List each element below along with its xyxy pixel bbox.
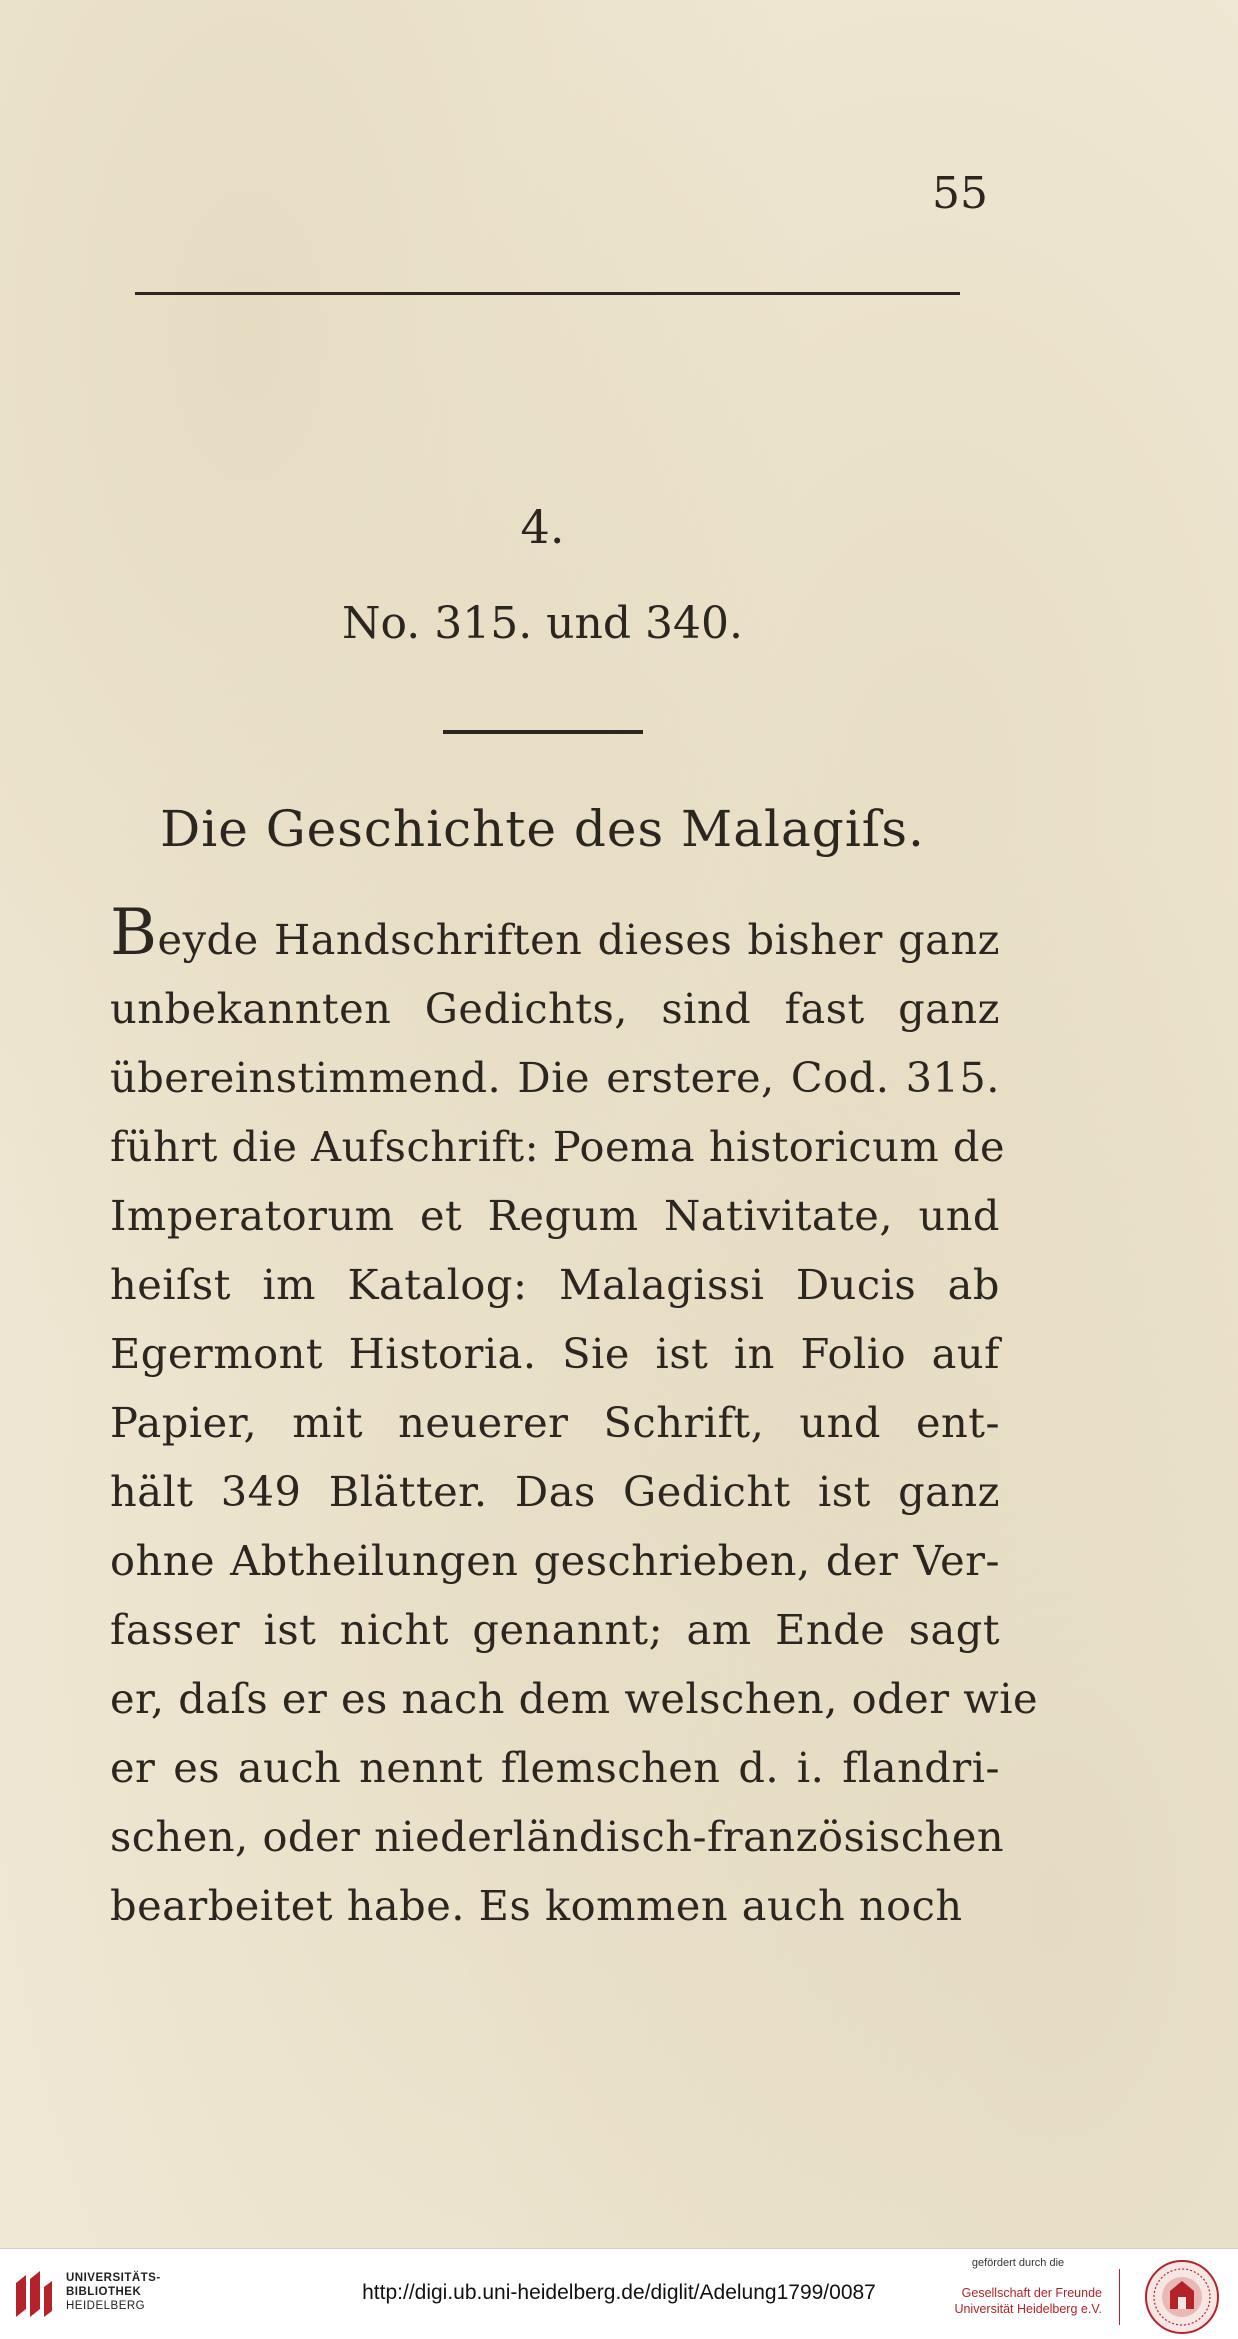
permalink-url[interactable]: http://digi.ub.uni-heidelberg.de/diglit/Adelung1799/0087 [362,2281,876,2304]
sponsor-label: gefördert durch die [971,2257,1065,2269]
body-line: Beyde Handschriften dieses bisher ganz [110,896,1000,970]
body-line: hält 349 Blätter. Das Gedicht ist ganz [110,1467,1000,1516]
viewer-footer [0,2248,1238,2339]
header-rule [135,292,960,295]
body-line: heiſst im Katalog: Malagissi Ducis ab [110,1260,1000,1309]
body-line: Papier, mit neuerer Schrift, und ent- [110,1398,1000,1447]
body-line: bearbeitet habe. Es kommen auch noch [110,1881,963,1930]
body-line: führt die Aufschrift: Poema historicum de [110,1122,1006,1171]
dropcap: B [110,896,158,970]
body-line: ohne Abtheilungen geschrieben, der Ver- [110,1536,1000,1585]
library-name: UNIVERSITÄTS- BIBLIOTHEK HEIDELBERG [66,2272,161,2312]
sponsor-organization: Gesellschaft der Freunde Universität Heidelberg e.V. [954,2286,1102,2316]
body-line: Imperatorum et Regum Nativitate, und [110,1191,1000,1240]
body-line: er es auch nennt flemschen d. i. flandri- [110,1743,1000,1792]
university-seal-icon [1144,2259,1220,2335]
sponsor-divider [1119,2269,1120,2325]
body-line: übereinstimmend. Die erstere, Cod. 315. [110,1053,1000,1102]
body-line: Egermont Historia. Sie ist in Folio auf [110,1329,1000,1378]
chapter-title: Die Geschichte des Malagiſs. [160,800,925,858]
section-divider [443,730,643,734]
codex-reference: No. 315. und 340. [342,598,743,649]
body-line: unbekannten Gedichts, sind fast ganz [110,984,1000,1033]
page-number: 55 [932,168,988,219]
body-line: er, daſs er es nach dem welschen, oder wie [110,1674,1039,1723]
body-line: schen, oder niederländisch-französischen [110,1812,1005,1861]
body-line: fasser ist nicht genannt; am Ende sagt [110,1605,1000,1654]
section-number: 4. [520,500,565,554]
body-text [110,896,1039,1940]
